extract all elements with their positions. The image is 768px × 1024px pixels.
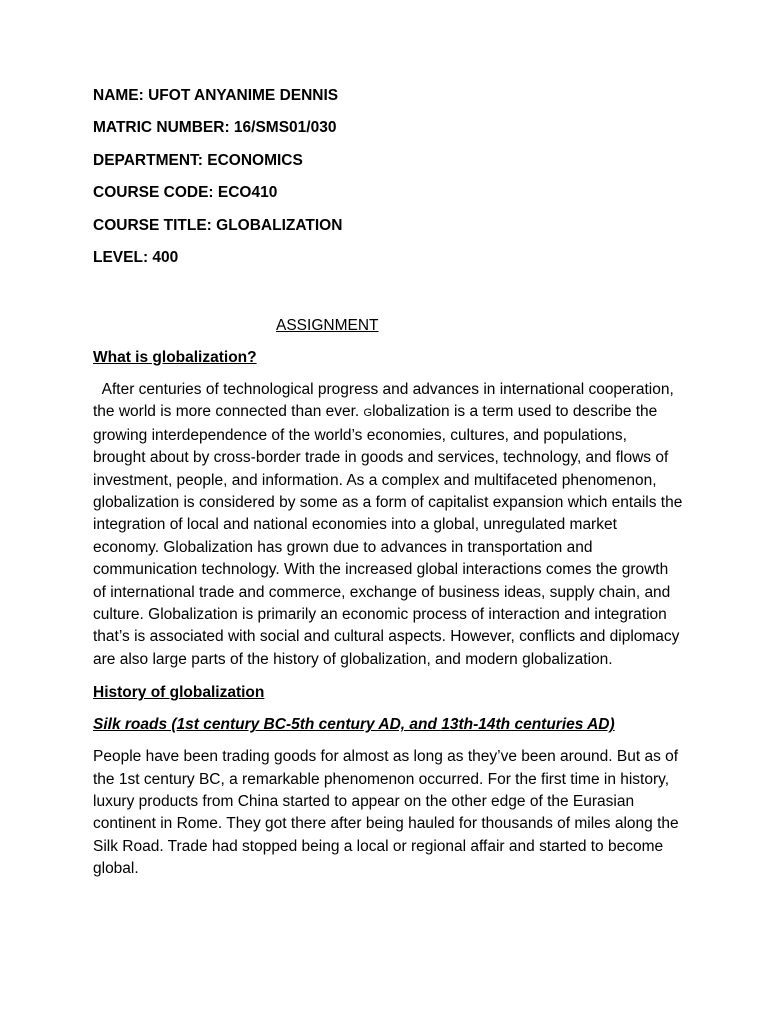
paragraph-rest: lobalization is a term used to describe the growing interdependence of the world’s economies, cultures, and populations, brought about by cross-border trade in goods and services, technology, and flows of investment, people, and information. As a complex and multifaceted phenomenon, globalization is considered by some as a form of capitalist expansion which entails the integration of local and national economies into a global, unregulated market economy. Globalization has grown due to advances in transportation and communication technology. With the increased global interactions comes the growth of international trade and commerce, exchange of business ideas, supply chain, and culture. Globalization is primarily an economic process of interaction and integration that’s is associated with social and cultural aspects. However, conflicts and diplomacy are also large parts of the history of globalization, and modern globalization. [93,403,687,668]
course-title: COURSE TITLE: GLOBALIZATION [93,216,343,234]
course-code: COURSE CODE: ECO410 [93,184,278,202]
matric-number: MATRIC NUMBER: 16/SMS01/030 [93,119,337,137]
section-heading-what-is-globalization: What is globalization? [93,348,257,366]
document-page [93,86,687,881]
subheading-silk-roads: Silk roads (1st century BC-5th century AD, and 13th-14th centuries AD) [93,716,615,734]
student-name: NAME: UFOT ANYANIME DENNIS [93,87,339,104]
section-heading-history: History of globalization [93,684,265,702]
assignment-title: ASSIGNMENT [276,316,379,334]
paragraph-small-g: G [363,407,373,420]
paragraph-silk-roads: People have been trading goods for almost as long as they’ve been around. But as of the 1st century BC, a remarkable phenomenon occurred. For the first time in history, luxury products from China started to appear on the other edge of the Eurasian continent in Rome. They got there after being hauled for thousands of miles along the Silk Road. Trade had stopped being a local or regional affair and started to become global. [93,748,679,878]
paragraph-what-is-globalization [93,379,687,671]
paragraph-lead: After centuries of technological progress and advances in international cooperation, the world is more connected than ever. [93,380,679,421]
level: LEVEL: 400 [93,248,179,266]
department: DEPARTMENT: ECONOMICS [93,151,303,169]
